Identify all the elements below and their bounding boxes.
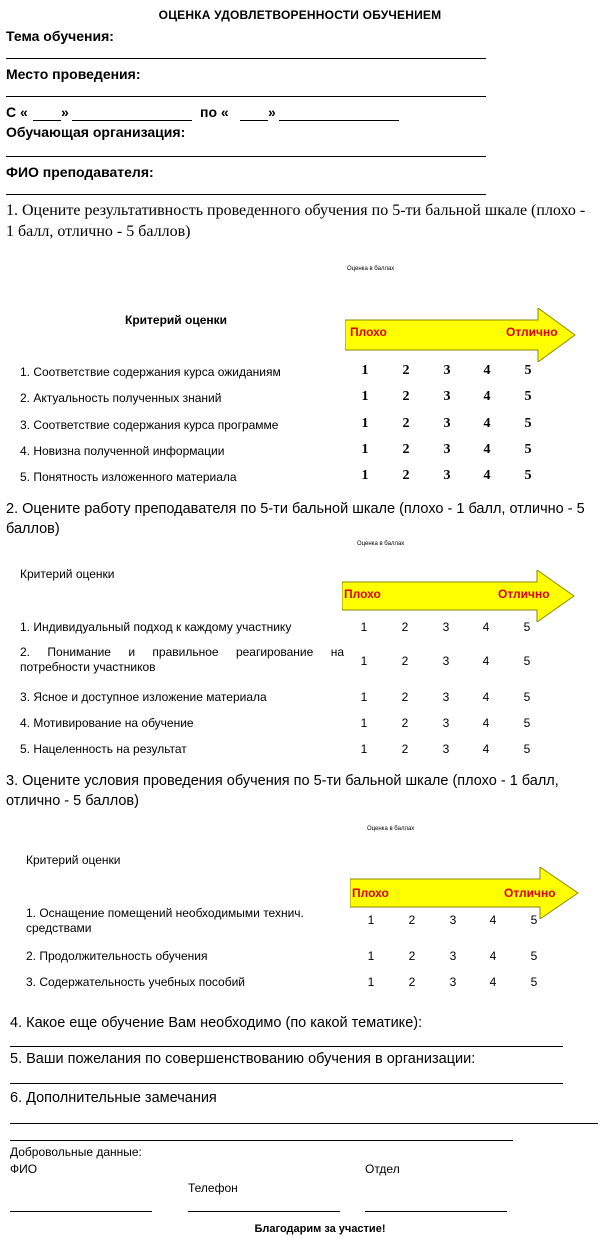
section-2-high-label: Отлично	[498, 587, 550, 601]
s1-r2-score-3[interactable]: 3	[443, 389, 451, 404]
section-2-low-label: Плохо	[344, 587, 381, 601]
s2-r4-score-5[interactable]: 5	[523, 716, 531, 730]
section-3-question: 3. Оцените условия проведения обучения по 5-ти бальной шкале (плохо - 1 балл, отлично - 5 баллов)	[6, 773, 559, 809]
s3-r3-score-3[interactable]: 3	[449, 975, 457, 989]
section-2-row-5-label: 5. Нацеленность на результат	[20, 742, 187, 756]
section-1-row-3-label: 3. Соответствие содержания курса программе	[20, 418, 279, 432]
s3-r1-score-2[interactable]: 2	[408, 913, 416, 927]
voluntary-phone-label: Телефон	[188, 1181, 238, 1195]
s3-r2-score-2[interactable]: 2	[408, 949, 416, 963]
s1-r3-score-5[interactable]: 5	[524, 416, 532, 431]
s3-r3-score-1[interactable]: 1	[367, 975, 375, 989]
s2-r4-score-3[interactable]: 3	[442, 716, 450, 730]
s3-r2-score-4[interactable]: 4	[489, 949, 497, 963]
s1-r1-score-2[interactable]: 2	[402, 363, 410, 378]
open-question-4-line[interactable]	[10, 1046, 563, 1047]
field-organization-label: Обучающая организация:	[6, 124, 186, 140]
s1-r4-score-5[interactable]: 5	[524, 442, 532, 457]
s2-r5-score-4[interactable]: 4	[482, 742, 490, 756]
voluntary-title: Добровольные данные:	[10, 1145, 142, 1159]
s1-r2-score-2[interactable]: 2	[402, 389, 410, 404]
s3-r2-score-1[interactable]: 1	[367, 949, 375, 963]
open-question-5: 5. Ваши пожелания по совершенствованию обучения в организации:	[10, 1051, 476, 1067]
s3-r3-score-5[interactable]: 5	[530, 975, 538, 989]
form-title: ОЦЕНКА УДОВЛЕТВОРЕННОСТИ ОБУЧЕНИЕМ	[158, 8, 442, 22]
voluntary-name-line[interactable]	[10, 1211, 152, 1212]
s2-r2-score-1[interactable]: 1	[360, 654, 368, 668]
s2-r1-score-4[interactable]: 4	[482, 620, 490, 634]
voluntary-name-label: ФИО	[10, 1162, 38, 1176]
s1-r3-score-2[interactable]: 2	[402, 416, 410, 431]
date-from-close: »	[61, 104, 69, 120]
s2-r4-score-1[interactable]: 1	[360, 716, 368, 730]
section-1-row-5-label: 5. Понятность изложенного материала	[20, 470, 237, 484]
s1-r3-score-1[interactable]: 1	[361, 416, 369, 431]
s1-r2-score-5[interactable]: 5	[524, 389, 532, 404]
section-2-row-1-label: 1. Индивидуальный подход к каждому участнику	[20, 620, 292, 634]
section-2-row-3-label: 3. Ясное и доступное изложение материала	[20, 690, 267, 704]
voluntary-department-line[interactable]	[365, 1211, 507, 1212]
date-from-day-line[interactable]	[33, 120, 61, 121]
section-2-criteria-header: Критерий оценки	[20, 567, 115, 581]
s3-r3-score-4[interactable]: 4	[489, 975, 497, 989]
s1-r4-score-4[interactable]: 4	[483, 442, 491, 457]
date-to-month-line[interactable]	[279, 120, 399, 121]
s3-r1-score-1[interactable]: 1	[367, 913, 375, 927]
s2-r2-score-3[interactable]: 3	[442, 654, 450, 668]
s3-r2-score-5[interactable]: 5	[530, 949, 538, 963]
section-1-row-4-label: 4. Новизна полученной информации	[20, 444, 225, 458]
s2-r5-score-3[interactable]: 3	[442, 742, 450, 756]
s1-r4-score-3[interactable]: 3	[443, 442, 451, 457]
field-teacher-line[interactable]	[6, 194, 486, 195]
open-question-6-line-2[interactable]	[10, 1140, 513, 1141]
s1-r1-score-5[interactable]: 5	[524, 363, 532, 378]
s1-r2-score-1[interactable]: 1	[361, 389, 369, 404]
s2-r5-score-5[interactable]: 5	[523, 742, 531, 756]
s1-r5-score-4[interactable]: 4	[483, 468, 491, 483]
s2-r3-score-4[interactable]: 4	[482, 690, 490, 704]
section-3-high-label: Отлично	[504, 886, 556, 900]
field-place-label: Место проведения:	[6, 66, 141, 82]
s1-r1-score-1[interactable]: 1	[361, 363, 369, 378]
section-2-row-2-label: 2. Понимание и правильное реагирование на потребности участников	[20, 645, 344, 674]
s2-r3-score-3[interactable]: 3	[442, 690, 450, 704]
field-organization-line[interactable]	[6, 156, 486, 157]
s2-r3-score-5[interactable]: 5	[523, 690, 531, 704]
s2-r5-score-2[interactable]: 2	[401, 742, 409, 756]
s1-r1-score-4[interactable]: 4	[483, 363, 491, 378]
voluntary-department-label: Отдел	[365, 1162, 400, 1176]
field-topic-line[interactable]	[6, 58, 486, 59]
s2-r5-score-1[interactable]: 1	[360, 742, 368, 756]
s3-r3-score-2[interactable]: 2	[408, 975, 416, 989]
s1-r2-score-4[interactable]: 4	[483, 389, 491, 404]
voluntary-phone-line[interactable]	[188, 1211, 340, 1212]
s1-r3-score-3[interactable]: 3	[443, 416, 451, 431]
section-1-low-label: Плохо	[350, 325, 387, 339]
section-3-row-2-label: 2. Продолжительность обучения	[26, 949, 208, 963]
s2-r4-score-4[interactable]: 4	[482, 716, 490, 730]
s1-r5-score-2[interactable]: 2	[402, 468, 410, 483]
date-to-prefix: по «	[200, 104, 229, 120]
s3-r1-score-4[interactable]: 4	[489, 913, 497, 927]
field-topic-label: Тема обучения:	[6, 28, 114, 44]
s2-r2-score-4[interactable]: 4	[482, 654, 490, 668]
field-teacher-label: ФИО преподавателя:	[6, 164, 154, 180]
section-3-scale-caption: Оценка в баллах	[367, 826, 415, 832]
date-from-month-line[interactable]	[72, 120, 192, 121]
open-question-4: 4. Какое еще обучение Вам необходимо (по какой тематике):	[10, 1015, 423, 1031]
s3-r2-score-3[interactable]: 3	[449, 949, 457, 963]
s2-r3-score-2[interactable]: 2	[401, 690, 409, 704]
section-2-row-4-label: 4. Мотивирование на обучение	[20, 716, 194, 730]
s2-r3-score-1[interactable]: 1	[360, 690, 368, 704]
section-1-high-label: Отлично	[506, 325, 558, 339]
s2-r2-score-5[interactable]: 5	[523, 654, 531, 668]
section-3-criteria-header: Критерий оценки	[26, 853, 121, 867]
section-1-row-1-label: 1. Соответствие содержания курса ожиданиям	[20, 365, 281, 379]
s1-r5-score-3[interactable]: 3	[443, 468, 451, 483]
section-1-row-2-label: 2. Актуальность полученных знаний	[20, 391, 222, 405]
s2-r2-score-2[interactable]: 2	[401, 654, 409, 668]
section-1-scale-caption: Оценка в баллах	[347, 266, 395, 272]
section-1-question: 1. Оцените результативность проведенного обучения по 5-ти бальной шкале (плохо - 1 балл, отлично - 5 баллов)	[6, 202, 586, 240]
section-3-low-label: Плохо	[352, 886, 389, 900]
open-question-6-line-1[interactable]	[10, 1123, 598, 1124]
section-2-scale-caption: Оценка в баллах	[357, 541, 405, 547]
section-2-question: 2. Оцените работу преподавателя по 5-ти бальной шкале (плохо - 1 балл, отлично - 5 баллов)	[6, 501, 585, 537]
s1-r4-score-2[interactable]: 2	[402, 442, 410, 457]
section-1-criteria-header: Критерий оценки	[125, 313, 228, 327]
open-question-5-line[interactable]	[10, 1083, 563, 1084]
s3-r1-score-3[interactable]: 3	[449, 913, 457, 927]
open-question-6: 6. Дополнительные замечания	[10, 1090, 217, 1106]
s1-r4-score-1[interactable]: 1	[361, 442, 369, 457]
s1-r5-score-5[interactable]: 5	[524, 468, 532, 483]
date-to-day-line[interactable]	[240, 120, 268, 121]
s2-r1-score-1[interactable]: 1	[360, 620, 368, 634]
section-3-row-3-label: 3. Содержательность учебных пособий	[26, 975, 245, 989]
s3-r1-score-5[interactable]: 5	[530, 913, 538, 927]
date-from-prefix: С «	[6, 104, 28, 120]
s2-r1-score-5[interactable]: 5	[523, 620, 531, 634]
thanks-text: Благодарим за участие!	[254, 1223, 386, 1235]
s2-r1-score-3[interactable]: 3	[442, 620, 450, 634]
date-to-close: »	[268, 104, 276, 120]
s1-r1-score-3[interactable]: 3	[443, 363, 451, 378]
field-place-line[interactable]	[6, 96, 486, 97]
s2-r4-score-2[interactable]: 2	[401, 716, 409, 730]
section-3-row-1-label: 1. Оснащение помещений необходимыми технич. средствами	[26, 906, 304, 935]
s2-r1-score-2[interactable]: 2	[401, 620, 409, 634]
s1-r3-score-4[interactable]: 4	[483, 416, 491, 431]
s1-r5-score-1[interactable]: 1	[361, 468, 369, 483]
